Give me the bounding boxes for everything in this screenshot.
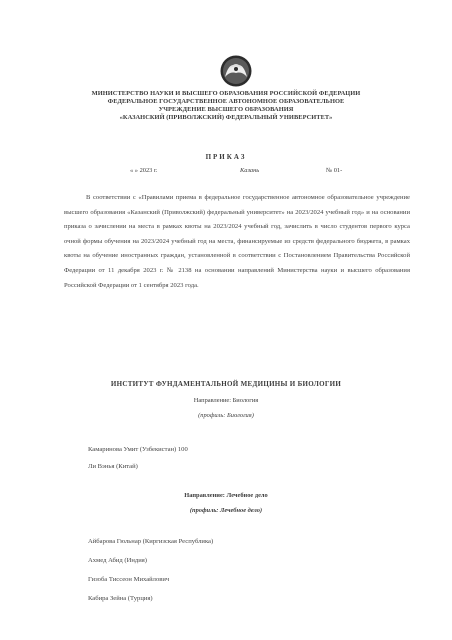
direction-medicine: Направление: Лечебное дело bbox=[184, 492, 268, 499]
institute-title: ИНСТИТУТ ФУНДАМЕНТАЛЬНОЙ МЕДИЦИНЫ И БИОЛОГИИ bbox=[110, 380, 342, 388]
header-line-institution: УЧРЕЖДЕНИЕ ВЫСШЕГО ОБРАЗОВАНИЯ bbox=[158, 106, 294, 114]
student-item: Камаринова Умит (Узбекистан) 100 bbox=[88, 446, 188, 453]
direction-biology: Направление: Биология bbox=[193, 397, 259, 404]
order-date: « » 2023 г. bbox=[130, 167, 158, 174]
header-line-university: «КАЗАНСКИЙ (ПРИВОЛЖСКИЙ) ФЕДЕРАЛЬНЫЙ УНИВЕРСИТЕТ» bbox=[119, 114, 333, 122]
student-item: Кабира Зейна (Турция) bbox=[88, 595, 153, 602]
student-item: Айбарова Гюльнар (Киргизская Республика) bbox=[88, 538, 214, 545]
student-item: Ли Вэнья (Китай) bbox=[88, 463, 138, 470]
order-paragraph: В соответствии с «Правилами приема в федеральное государственное автономное образовательное учреждение высшего образования «Казанский (Приволжский) федеральный университет» на 2023/2024 учебный год» и на основании приказа о зачислении на места в рамках квоты на 2023/2024 учебный год, зачислить в число студентов первого курса очной формы обучения на 2023/2024 учебный год на места, финансируемые из средств федерального бюджета, в рамках квоты на обучение иностранных граждан, установленной в соответствии с Постановлением Правительства Российской Федерации от 11 декабря 2023 г. № 2138 на основании направлений Министерства науки и высшего образования Российской Федерации от 1 сентября 2023 года. bbox=[64, 194, 410, 289]
order-city: Казань bbox=[240, 167, 260, 174]
university-header bbox=[40, 90, 412, 122]
order-body bbox=[64, 191, 410, 293]
order-title: ПРИКАЗ bbox=[205, 153, 247, 161]
student-item: Ахмед Абид (Индия) bbox=[88, 557, 147, 564]
header-line-ministry: МИНИСТЕРСТВО НАУКИ И ВЫСШЕГО ОБРАЗОВАНИЯ РОССИЙСКОЙ ФЕДЕРАЦИИ bbox=[91, 90, 361, 97]
student-item: Гизоба Тиссеон Михайлович bbox=[88, 576, 170, 583]
profile-medicine: (профиль: Лечебное дело) bbox=[189, 507, 263, 514]
header-line-federal: ФЕДЕРАЛЬНОЕ ГОСУДАРСТВЕННОЕ АВТОНОМНОЕ ОБРАЗОВАТЕЛЬНОЕ bbox=[107, 98, 345, 106]
university-emblem-icon bbox=[216, 54, 256, 88]
profile-biology: (профиль: Биология) bbox=[198, 412, 254, 419]
order-number: № 01- bbox=[326, 167, 343, 174]
